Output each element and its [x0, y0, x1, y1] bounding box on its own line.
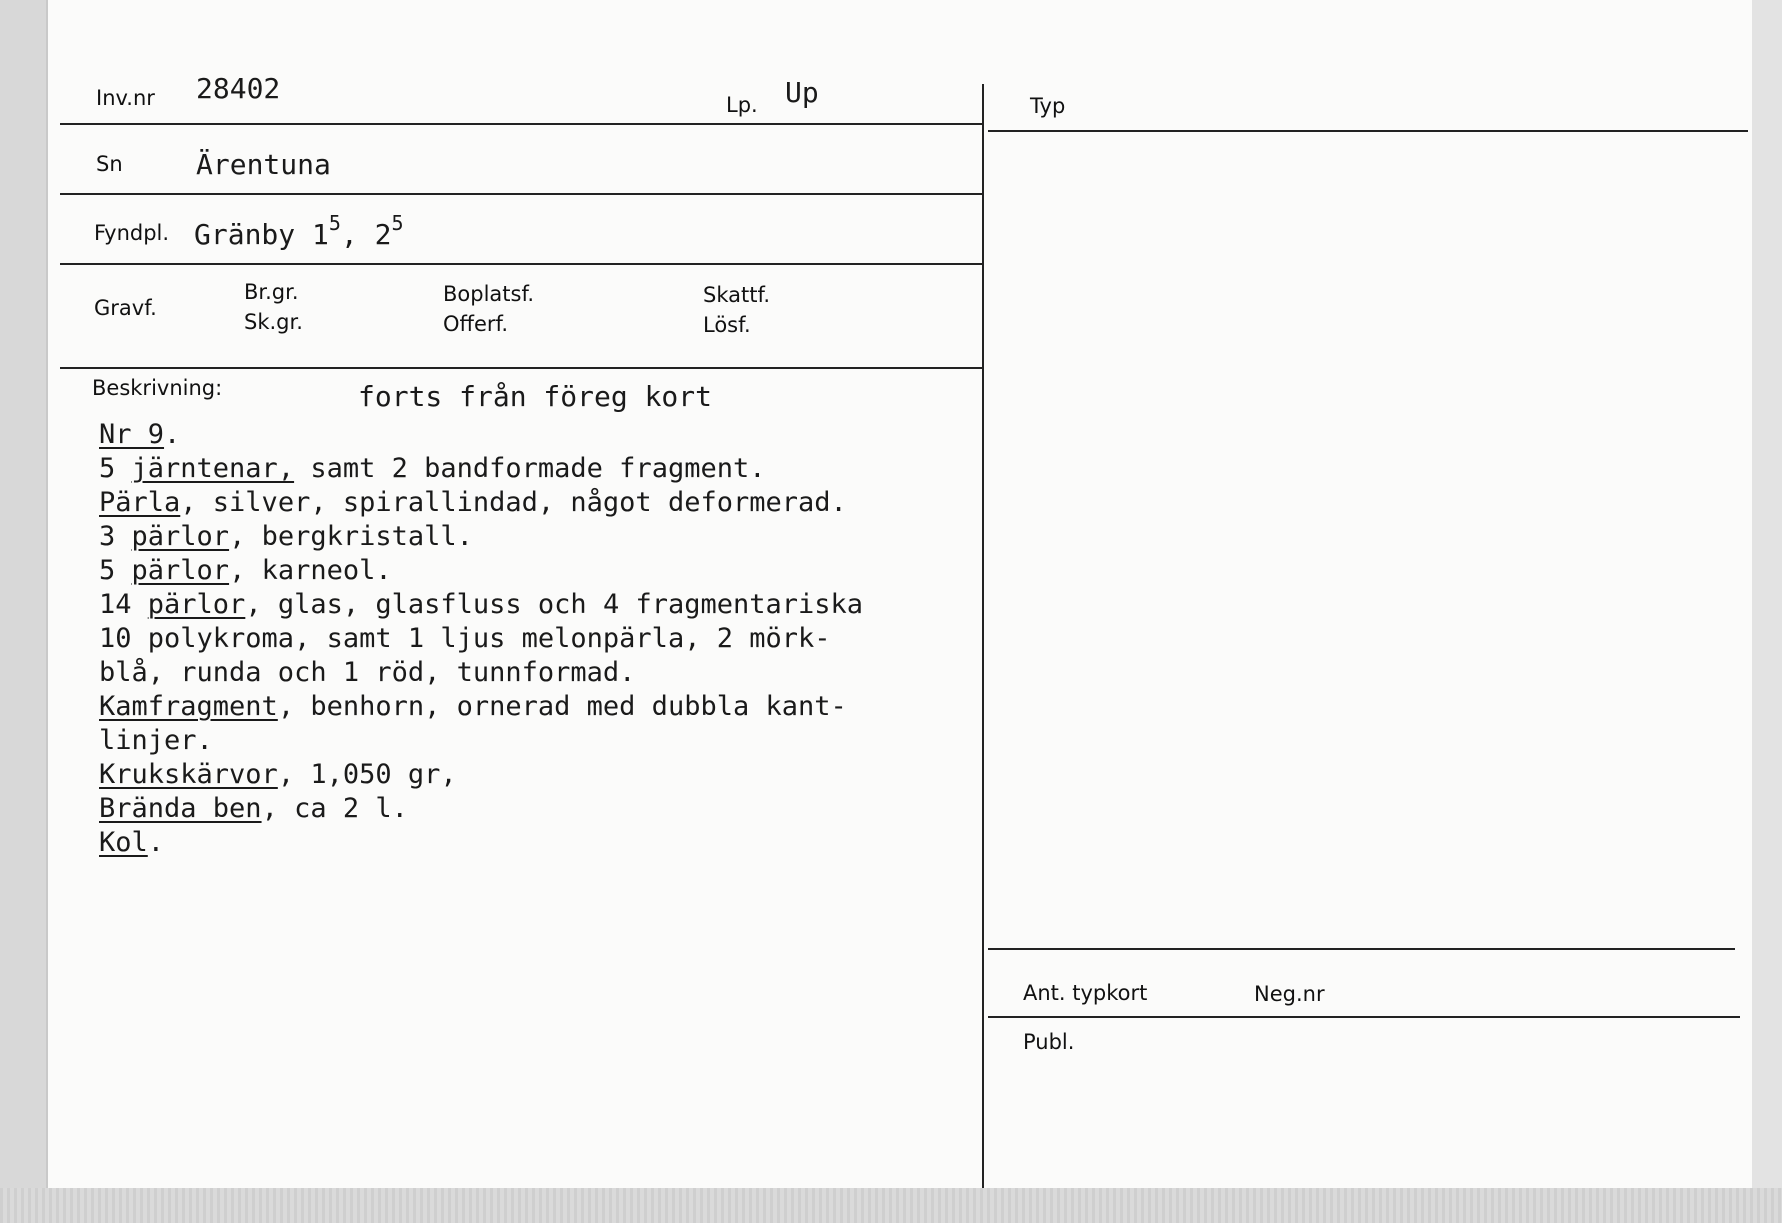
description-item-name: Nr 9 — [99, 419, 165, 450]
description-text-segment: blå, runda och 1 röd, tunnformad. — [99, 657, 636, 688]
fyndpl-sup-2: 5 — [391, 211, 404, 235]
description-text-segment: 3 — [99, 521, 132, 552]
rule-inv — [60, 123, 983, 125]
publ-label: Publ. — [1023, 1030, 1075, 1054]
description-text-segment: , benhorn, ornerad med dubbla kant- — [277, 691, 847, 722]
skattf-label: Skattf. — [703, 283, 770, 307]
description-line — [99, 520, 863, 554]
fyndpl-number-2: 2 — [374, 218, 392, 251]
description-text-segment: linjer. — [99, 725, 213, 756]
description-text-segment: , bergkristall. — [229, 521, 473, 552]
description-text-segment: 5 — [99, 453, 132, 484]
description-line — [99, 418, 863, 452]
description-text-segment: , 1,050 gr, — [277, 759, 457, 790]
fyndpl-value — [194, 211, 404, 251]
description-item-name: järntenar, — [131, 453, 295, 484]
lp-label: Lp. — [726, 93, 758, 117]
fyndpl-sup-1: 5 — [328, 211, 341, 235]
rule-typ-bottom — [988, 948, 1735, 950]
br-gr-label: Br.gr. — [244, 280, 299, 304]
losf-label: Lösf. — [703, 313, 751, 337]
description-text-segment: . — [147, 827, 165, 858]
inv-nr-value: 28402 — [196, 72, 281, 105]
description-text-segment: samt 2 bandformade fragment. — [294, 453, 766, 484]
description-line — [99, 826, 863, 860]
typ-label: Typ — [1030, 94, 1066, 118]
description-text — [99, 418, 863, 860]
description-line — [99, 758, 863, 792]
description-item-name: pärlor — [147, 589, 246, 620]
description-item-name: pärlor — [131, 521, 230, 552]
sn-label: Sn — [96, 152, 123, 176]
description-line — [99, 554, 863, 588]
inv-nr-label: Inv.nr — [96, 86, 155, 110]
rule-typ — [988, 130, 1748, 132]
description-item-name: Pärla — [99, 487, 181, 518]
description-text-segment: , silver, spirallindad, något deformerad. — [180, 487, 847, 518]
description-line — [99, 656, 863, 690]
fyndpl-place: Gränby — [194, 218, 296, 251]
description-item-name: pärlor — [131, 555, 230, 586]
scan-bottom-strip — [0, 1188, 1782, 1223]
card-edge — [1752, 0, 1782, 1188]
fyndpl-number-1: 1 — [312, 218, 329, 251]
neg-nr-label: Neg.nr — [1254, 982, 1325, 1006]
description-item-name: Brända ben — [99, 793, 262, 824]
description-line — [99, 792, 863, 826]
description-text-segment: . — [164, 419, 181, 450]
offerf-label: Offerf. — [443, 312, 509, 336]
sn-value: Ärentuna — [196, 148, 331, 181]
description-text-segment: 10 polykroma, samt 1 ljus melonpärla, 2 mörk- — [99, 623, 831, 654]
gravf-label: Gravf. — [94, 296, 157, 320]
fyndpl-label: Fyndpl. — [94, 221, 170, 245]
description-line — [99, 452, 863, 486]
description-text-segment: 5 — [99, 555, 132, 586]
description-line — [99, 690, 863, 724]
rule-fyndpl — [60, 263, 983, 265]
boplatsf-label: Boplatsf. — [443, 282, 535, 306]
column-divider — [982, 84, 984, 1188]
description-line — [99, 724, 863, 758]
lp-value: Up — [785, 76, 819, 109]
description-item-name: Kol — [99, 827, 148, 858]
description-text-segment: , ca 2 l. — [261, 793, 408, 824]
rule-sn — [60, 193, 983, 195]
description-line — [99, 622, 863, 656]
rule-ant — [988, 1016, 1740, 1018]
description-text-segment: 14 — [99, 589, 148, 620]
description-line — [99, 588, 863, 622]
beskrivning-note: forts från föreg kort — [358, 380, 713, 413]
rule-gravf — [60, 367, 983, 369]
ant-typkort-label: Ant. typkort — [1023, 981, 1148, 1005]
description-item-name: Kamfragment — [99, 691, 278, 722]
description-text-segment: , karneol. — [229, 555, 392, 586]
beskrivning-label: Beskrivning: — [92, 376, 223, 400]
description-text-segment: , glas, glasfluss och 4 fragmentariska — [245, 589, 864, 620]
description-line — [99, 486, 863, 520]
description-item-name: Krukskärvor — [99, 759, 278, 790]
sk-gr-label: Sk.gr. — [244, 310, 303, 334]
fyndpl-separator: , — [340, 218, 358, 251]
